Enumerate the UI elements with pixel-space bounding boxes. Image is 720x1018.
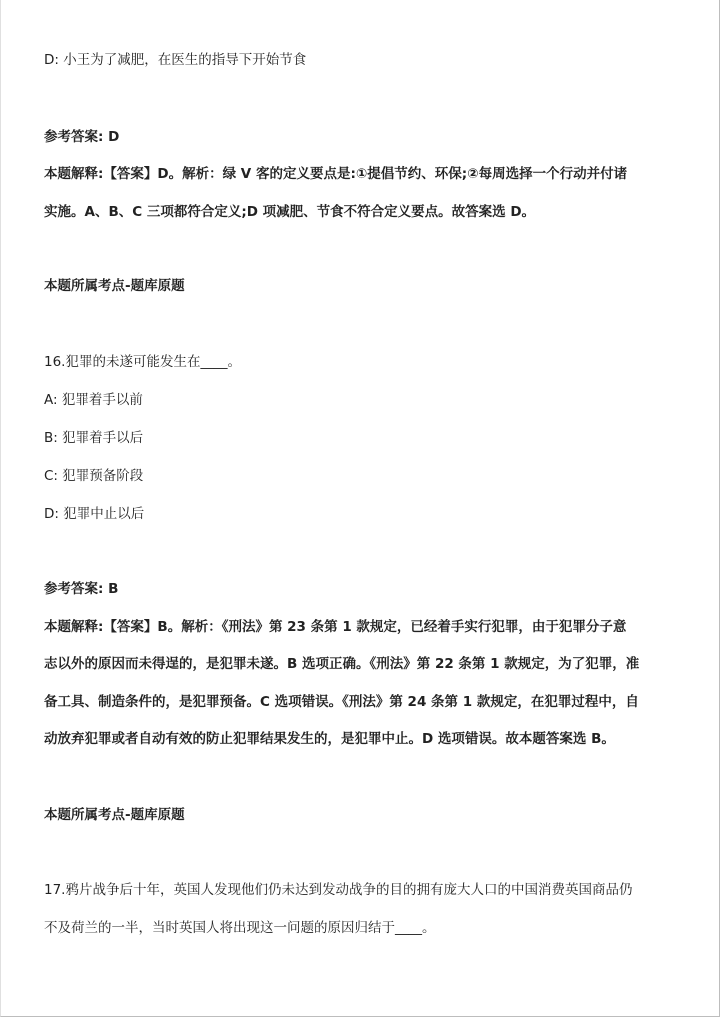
q15-category: 本题所属考点-题库原题 <box>44 278 185 294</box>
q16-explanation-line-3: 备工具、制造条件的，是犯罪预备。C 选项错误。《刑法》第 24 条第 1 款规定，在犯罪过程中，自 <box>44 694 639 710</box>
q16-option-d: D: 犯罪中止以后 <box>44 506 145 522</box>
q16-option-c: C: 犯罪预备阶段 <box>44 468 144 484</box>
q16-explanation-line-2: 志以外的原因而未得逞的，是犯罪未遂。B 选项正确。《刑法》第 22 条第 1 款规定，为了犯罪，准 <box>44 656 640 672</box>
q16-question: 16.犯罪的未遂可能发生在____。 <box>44 354 241 370</box>
q16-explanation-line-1: 本题解释:【答案】B。解析：《刑法》第 23 条第 1 款规定，已经着手实行犯罪，由于犯罪分子意 <box>44 619 627 635</box>
q16-explanation-line-4: 动放弃犯罪或者自动有效的防止犯罪结果发生的，是犯罪中止。D 选项错误。故本题答案选 B。 <box>44 731 615 747</box>
q16-option-b: B: 犯罪着手以后 <box>44 430 144 446</box>
q15-answer: 参考答案: D <box>44 129 120 145</box>
q15-option-d: D: 小王为了减肥，在医生的指导下开始节食 <box>44 52 307 68</box>
q16-answer: 参考答案: B <box>44 581 119 597</box>
q15-explanation-line-2: 实施。A、B、C 三项都符合定义;D 项减肥、节食不符合定义要点。故答案选 D。 <box>44 204 536 220</box>
q15-explanation-line-1: 本题解释:【答案】D。解析：绿 V 客的定义要点是:①提倡节约、环保;②每周选择一个行动并付诸 <box>44 166 628 182</box>
q16-category: 本题所属考点-题库原题 <box>44 807 185 823</box>
q17-question-line-2: 不及荷兰的一半，当时英国人将出现这一问题的原因归结于____。 <box>44 920 436 936</box>
q16-option-a: A: 犯罪着手以前 <box>44 392 143 408</box>
q17-question-line-1: 17.鸦片战争后十年，英国人发现他们仍未达到发动战争的目的拥有庞大人口的中国消费英国商品仍 <box>44 882 633 898</box>
